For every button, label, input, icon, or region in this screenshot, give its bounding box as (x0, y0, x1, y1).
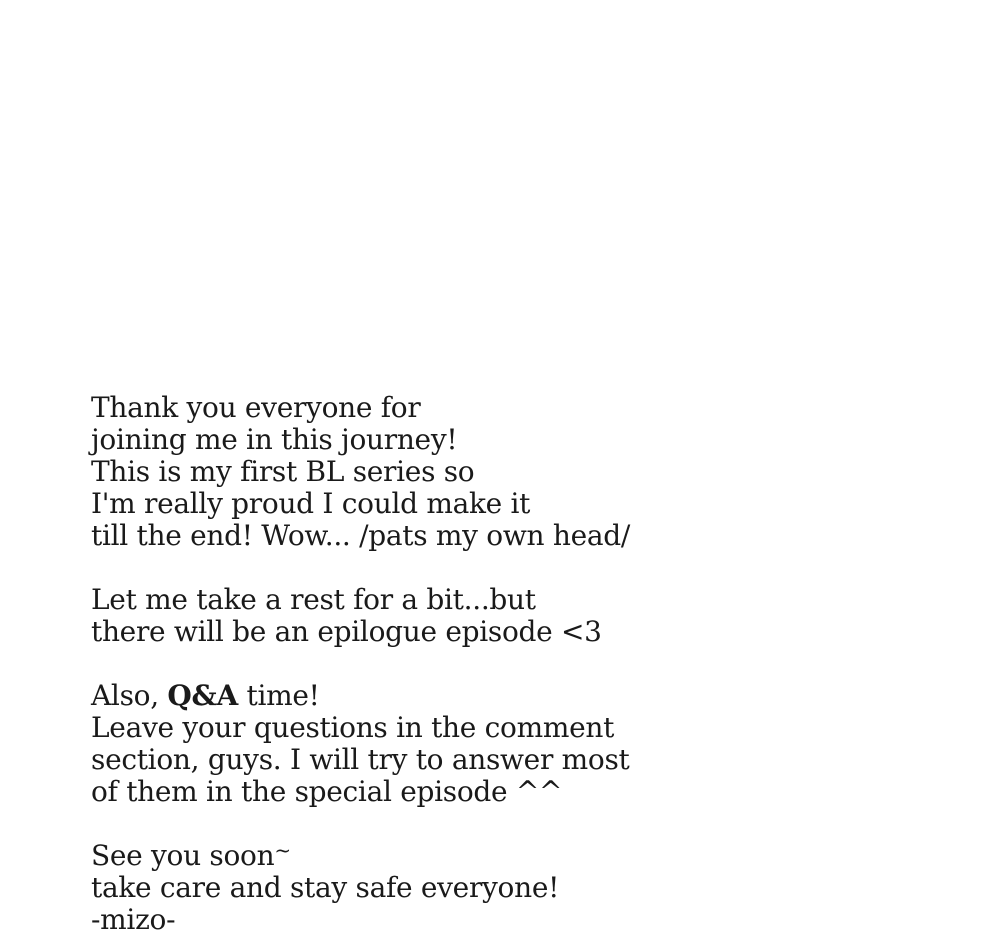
qa-heading-line (91, 680, 971, 712)
text-line: Thank you everyone for (91, 391, 421, 424)
see-you-text: See you soon (91, 839, 275, 872)
paragraph-gap (91, 552, 971, 584)
see-you-line (91, 840, 971, 872)
text-line: joining me in this journey! (91, 423, 458, 456)
text-line: This is my first BL series so (91, 455, 475, 488)
text-line: there will be an epilogue episode <3 (91, 615, 602, 648)
thanks-paragraph (91, 392, 971, 552)
qa-bold-label: Q&A (167, 679, 238, 712)
tilde-mark: ~ (274, 838, 291, 862)
qa-paragraph (91, 680, 971, 808)
qa-suffix: time! (237, 679, 320, 712)
text-line: take care and stay safe everyone! (91, 871, 560, 904)
text-line: Leave your questions in the comment (91, 711, 615, 744)
paragraph-gap (91, 808, 971, 840)
text-line: section, guys. I will try to answer most (91, 743, 630, 776)
signature: -mizo- (91, 903, 176, 936)
text-line: Let me take a rest for a bit...but (91, 583, 536, 616)
closing-paragraph (91, 840, 971, 936)
text-line: I'm really proud I could make it (91, 487, 531, 520)
paragraph-gap (91, 648, 971, 680)
qa-prefix: Also, (91, 679, 168, 712)
author-note (91, 392, 971, 936)
rest-paragraph (91, 584, 971, 648)
text-line: till the end! Wow... /pats my own head/ (91, 519, 630, 552)
text-line: of them in the special episode ^^ (91, 775, 563, 808)
